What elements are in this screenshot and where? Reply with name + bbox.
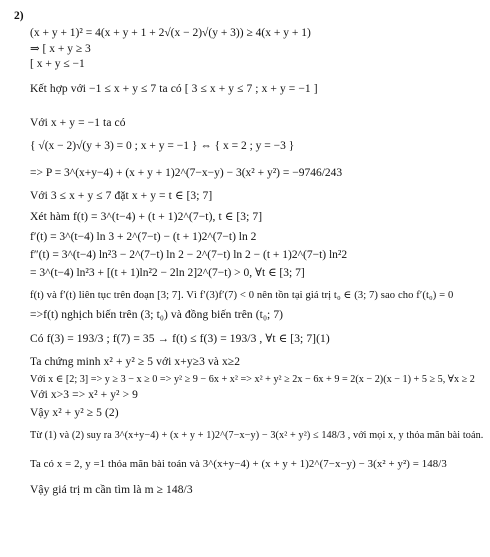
text-line-set-t: Với 3 ≤ x + y ≤ 7 đặt x + y = t ∈ [3; 7] (30, 190, 213, 202)
math-line-case-1: ⇒ [ x + y ≥ 3 (30, 43, 91, 55)
math-line-case-2: [ x + y ≤ −1 (30, 58, 85, 70)
text-line-case-neg1: Với x + y = −1 ta có (30, 117, 126, 129)
text-line-define-f: Xét hàm f(t) = 3^(t−4) + (t + 1)2^(7−t), t ∈ [3; 7] (30, 211, 263, 223)
text-line-continuity: f(t) và f′(t) liên tục trên đoạn [3; 7]. Vì f′(3)f′(7) < 0 nên tồn tại giá trị t₀ ∈ (3; 7) sao cho f′(t₀) = 0 (30, 290, 454, 301)
math-line-case-x-range: Với x ∈ [2; 3] => y ≥ 3 − x ≥ 0 => y² ≥ 9 − 6x + x² => x² + y² ≥ 2x − 6x + 9 = 2(x − 2)(x − 1) + 5 ≥ 5, ∀x ≥ 2 (30, 374, 475, 385)
math-line-f-double-prime: f″(t) = 3^(t−4) ln²3 − 2^(7−t) ln 2 − 2^(7−t) ln 2 − (t + 1)2^(7−t) ln²2 (30, 249, 348, 261)
text-line-combine: Kết hợp với −1 ≤ x + y ≤ 7 ta có [ 3 ≤ x + y ≤ 7 ; x + y = −1 ] (30, 83, 318, 95)
text-line-prove: Ta chứng minh x² + y² ≥ 5 với x+y≥3 và x≥2 (30, 356, 241, 368)
text-line-from-1-2: Từ (1) và (2) suy ra 3^(x+y−4) + (x + y + 1)2^(7−x−y) − 3(x² + y²) ≤ 148/3 , với mọi x, y thỏa mãn bài toán. (30, 430, 484, 441)
text-line-equality: Ta có x = 2, y =1 thỏa mãn bài toán và 3^(x+y−4) + (x + y + 1)2^(7−x−y) − 3(x² + y²) = 148/3 (30, 458, 447, 470)
section-heading: 2) (14, 10, 24, 22)
text-line-answer: Vậy giá trị m cần tìm là m ≥ 148/3 (30, 484, 193, 496)
math-line-f-prime: f′(t) = 3^(t−4) ln 3 + 2^(7−t) − (t + 1)2^(7−t) ln 2 (30, 231, 257, 243)
math-line-ineq-main: (x + y + 1)² = 4(x + y + 1 + 2√(x − 2)√(y + 3)) ≥ 4(x + y + 1) (30, 27, 311, 39)
math-line-f-double-prime-2: = 3^(t−4) ln²3 + [(t + 1)ln²2 − 2ln 2]2^(7−t) > 0, ∀t ∈ [3; 7] (30, 267, 305, 279)
text-line-bounds: Có f(3) = 193/3 ; f(7) = 35 → f(t) ≤ f(3) = 193/3 , ∀t ∈ [3; 7](1) (30, 333, 330, 345)
text-line-so-5: Vậy x² + y² ≥ 5 (2) (30, 407, 119, 419)
text-line-monotonic: =>f(t) nghịch biến trên (3; t₀) và đồng biến trên (t₀; 7) (30, 309, 284, 321)
math-line-system-1: { √(x − 2)√(y + 3) = 0 ; x + y = −1 } ⇔ { x = 2 ; y = −3 } (30, 140, 295, 152)
text-line-case-x-gt3: Với x>3 => x² + y² > 9 (30, 389, 138, 401)
math-line-p-value: => P = 3^(x+y−4) + (x + y + 1)2^(7−x−y) − 3(x² + y²) = −9746/243 (30, 167, 343, 179)
